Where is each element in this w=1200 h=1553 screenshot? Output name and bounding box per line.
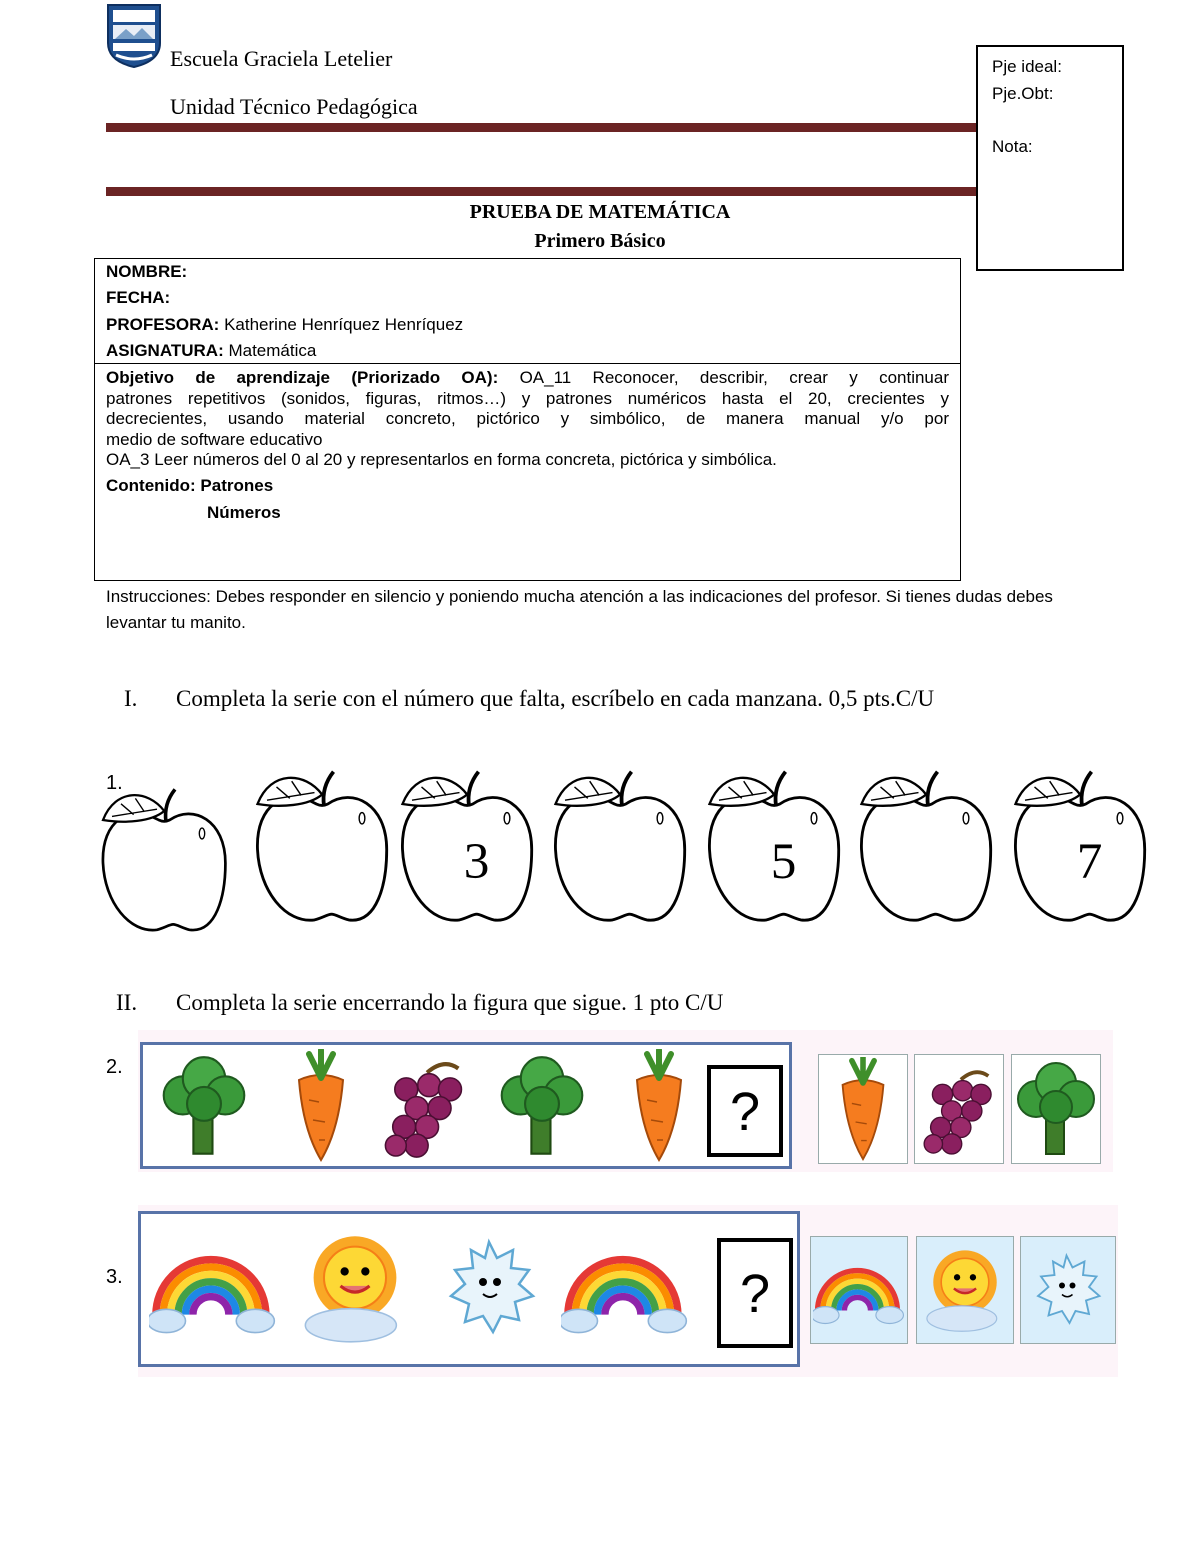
school-name: Escuela Graciela Letelier	[170, 46, 393, 71]
teacher-label: PROFESORA:	[106, 315, 220, 334]
obtained-score-label: Pje.Obt:	[992, 84, 1054, 103]
carrot-icon	[617, 1049, 701, 1163]
teacher-value: Katherine Henríquez Henríquez	[224, 315, 464, 334]
objective-label: Objetivo de aprendizaje (Priorizado OA):	[106, 368, 499, 387]
snowflake-icon	[431, 1226, 551, 1350]
section-1-text: Completa la serie con el número que falta, escríbelo en cada manzana. 0,5 pts.C/U	[176, 686, 935, 711]
name-label: NOMBRE:	[106, 262, 188, 281]
carrot-icon	[821, 1057, 905, 1161]
section-2-numeral: II.	[116, 990, 138, 1015]
sun-icon	[919, 1241, 1011, 1339]
q2-question-mark-box: ?	[707, 1065, 783, 1157]
apple-7-number: 7	[1076, 833, 1103, 891]
q3-option-snowflake[interactable]	[1020, 1236, 1116, 1344]
q3-pattern-box	[138, 1211, 800, 1367]
question-1-number: 1.	[106, 772, 123, 794]
apple-sequence	[88, 762, 1168, 944]
broccoli-icon	[1014, 1059, 1098, 1159]
teacher-line	[106, 315, 463, 335]
apple-5-number: 5	[770, 833, 797, 891]
instructions	[106, 584, 1096, 636]
question-2-number: 2.	[106, 1056, 123, 1078]
rainbow-icon	[561, 1230, 689, 1340]
rainbow-icon	[149, 1230, 277, 1340]
objective-line-5: OA_3 Leer números del 0 al 20 y representarlos en forma concreta, pictórica y simbólica.	[106, 450, 777, 469]
test-title-main: PRUEBA DE MATEMÁTICA	[469, 201, 731, 223]
apple-3-number: 3	[463, 833, 490, 891]
school-crest-logo	[106, 3, 162, 69]
section-1-heading	[124, 686, 934, 712]
apple-7	[1015, 772, 1144, 921]
section-2-text: Completa la serie encerrando la figura que sigue. 1 pto C/U	[176, 990, 724, 1015]
ideal-score-label: Pje ideal:	[992, 57, 1062, 76]
content-label: Contenido: Patrones	[106, 476, 274, 495]
content-item-numbers: Números	[207, 503, 281, 522]
broccoli-icon	[159, 1053, 249, 1159]
question-3-number: 3.	[106, 1266, 123, 1288]
apple-1	[103, 789, 225, 930]
learning-objective	[106, 368, 949, 471]
instructions-label: Instrucciones:	[106, 587, 211, 606]
grapes-icon	[375, 1053, 475, 1159]
date-label: FECHA:	[106, 288, 171, 307]
q3-option-sun[interactable]	[916, 1236, 1014, 1344]
info-divider	[95, 363, 960, 364]
apple-4	[555, 772, 684, 921]
carrot-icon	[279, 1049, 363, 1163]
test-title	[0, 198, 1200, 256]
subject-value: Matemática	[228, 341, 317, 360]
objective-line-1: Objetivo de aprendizaje (Priorizado OA): OA_11 Reconocer, describir, crear y continuar	[106, 368, 949, 387]
q2-option-grapes[interactable]	[914, 1054, 1004, 1164]
school-unit: Unidad Técnico Pedagógica	[170, 94, 418, 119]
subject-label: ASIGNATURA:	[106, 341, 224, 360]
objective-line-4: medio de software educativo	[106, 429, 323, 449]
grapes-icon	[915, 1059, 1003, 1159]
apple-3	[402, 772, 531, 921]
section-1-numeral: I.	[124, 686, 138, 711]
q2-option-carrot[interactable]	[818, 1054, 908, 1164]
apple-5	[709, 772, 838, 921]
q2-pattern-box	[140, 1042, 792, 1169]
objective-line-3: decrecientes, usando material concreto, pictórico y simbólico, de manera manual y/o por	[106, 409, 949, 428]
q3-question-mark-box: ?	[717, 1238, 793, 1348]
header-rule-bottom	[106, 187, 976, 196]
test-title-sub: Primero Básico	[534, 230, 666, 252]
apple-6	[861, 772, 990, 921]
snowflake-icon	[1023, 1241, 1113, 1339]
rainbow-icon	[813, 1241, 905, 1337]
grade-label: Nota:	[992, 137, 1033, 156]
q3-option-rainbow[interactable]	[810, 1236, 908, 1344]
instructions-text: Debes responder en silencio y poniendo mucha atención a las indicaciones del profesor. Si tienes dudas debes levantar tu manito.	[106, 587, 1053, 632]
apple-2	[257, 772, 386, 921]
q2-option-broccoli[interactable]	[1011, 1054, 1101, 1164]
sun-icon	[295, 1228, 415, 1348]
objective-line-2: patrones repetitivos (sonidos, figuras, ritmos…) y patrones numéricos hasta el 20, crecientes y	[106, 388, 949, 408]
broccoli-icon	[497, 1053, 587, 1159]
header-rule-top	[106, 123, 976, 132]
section-2-heading	[116, 990, 723, 1016]
student-info-box	[94, 258, 961, 581]
subject-line	[106, 341, 316, 361]
